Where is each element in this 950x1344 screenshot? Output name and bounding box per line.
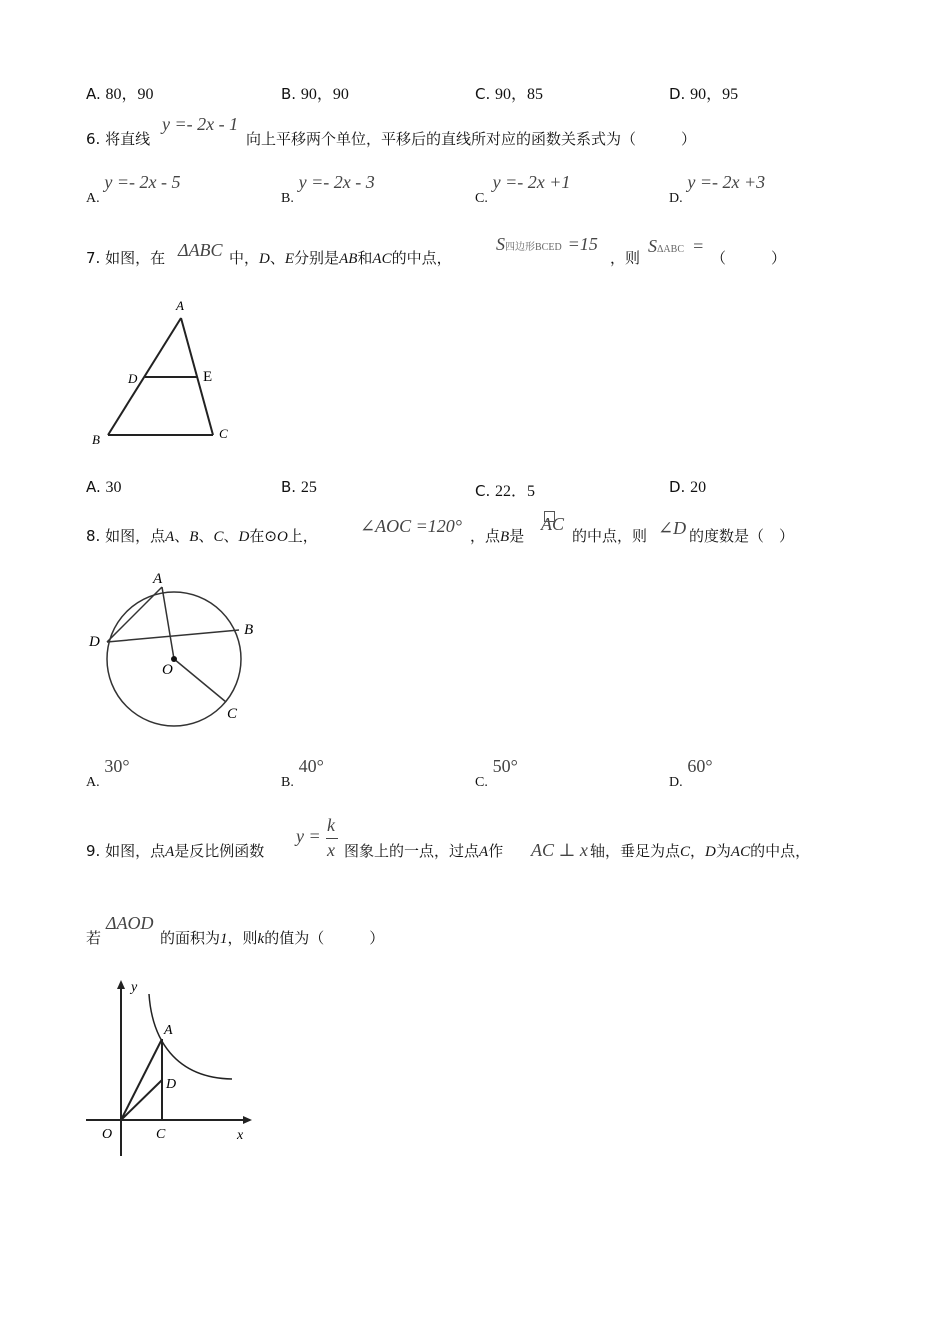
q8-stem-end: 的度数是（ ）: [689, 527, 795, 545]
option-letter: C.: [475, 191, 488, 206]
label-b: B: [92, 432, 100, 447]
option-value: 20: [690, 479, 707, 496]
q9-triangle-aod: ΔAOD: [106, 913, 154, 933]
center-o: O: [276, 529, 288, 545]
q6-stem: [86, 128, 150, 149]
question-number: 8.: [86, 527, 101, 545]
q7-triangle-figure: [86, 292, 246, 452]
option-value: 50°: [492, 756, 518, 776]
option-letter: A.: [86, 85, 101, 103]
q9-stem-mid: [344, 840, 503, 861]
option-letter: D.: [669, 478, 686, 496]
q8-angle-aoc: ∠AOC =120°: [360, 516, 462, 536]
stem-text: 的面积为: [160, 929, 221, 947]
separator: 、: [174, 527, 190, 545]
option-value: 90，90: [300, 86, 349, 103]
point-b: B: [500, 529, 510, 545]
question-number: 6.: [86, 130, 101, 148]
segment-ac: AC: [730, 844, 751, 860]
q7-stem-mid: [229, 247, 452, 268]
arc-label: AC: [541, 514, 565, 534]
option-letter: B.: [281, 775, 294, 790]
q8-angle-d: ∠D: [658, 518, 687, 538]
q7-area-triangle: [648, 236, 704, 257]
label-c: C: [156, 1127, 166, 1142]
label-a: A: [153, 571, 163, 587]
stem-text: 轴，垂足为点: [590, 842, 681, 860]
q8-stem-then: 的中点，则: [572, 527, 648, 545]
q9-function-lhs: y =: [296, 826, 321, 846]
option-letter: D.: [669, 191, 683, 206]
radius-oa: [162, 587, 174, 659]
q7-answer-blank: （ ）: [711, 249, 787, 267]
q5-option-a[interactable]: [86, 81, 154, 104]
q6-option-b[interactable]: [281, 172, 375, 206]
q8-option-b[interactable]: [281, 756, 324, 790]
stem-text: ，则: [227, 929, 258, 947]
stem-text: 如图，在: [105, 249, 166, 267]
separator: 、: [269, 249, 285, 267]
q9-stem: [86, 840, 264, 861]
area-symbol: S: [496, 234, 505, 254]
option-value: 60°: [687, 756, 713, 776]
label-d: D: [128, 371, 138, 386]
label-x: x: [237, 1128, 244, 1143]
chord-da: [107, 587, 162, 642]
option-value: 22．5: [495, 483, 536, 500]
point-c: C: [680, 844, 691, 860]
q8-circle-figure: [86, 566, 276, 736]
y-axis-arrow-icon: [117, 980, 125, 989]
point-d: D: [705, 844, 716, 860]
stem-text: 的中点，: [750, 842, 811, 860]
q6-stem-tail: 向上平移两个单位，平移后的直线所对应的函数关系式为（ ）: [246, 130, 697, 148]
segment-od: [121, 1080, 162, 1120]
q9-stem-end: [590, 840, 810, 861]
point-c: C: [213, 529, 224, 545]
point-b: B: [189, 529, 199, 545]
chord-db: [107, 630, 239, 642]
q6-option-a[interactable]: [86, 172, 181, 206]
stem-text: 的中点，: [391, 249, 452, 267]
stem-text: 是: [509, 527, 525, 545]
label-o: O: [162, 662, 173, 678]
q8-stem: [86, 525, 318, 546]
q7-option-c[interactable]: [475, 478, 535, 501]
q9-fraction-denominator: x: [327, 840, 335, 860]
q7-option-b[interactable]: [281, 478, 317, 497]
label-y: y: [131, 980, 138, 995]
option-value: 30: [105, 479, 122, 496]
option-value: 40°: [298, 756, 324, 776]
option-letter: D.: [669, 775, 683, 790]
arc-icon: [544, 511, 555, 522]
q6-expression: y =- 2x - 1: [162, 114, 239, 134]
option-letter: A.: [86, 191, 100, 206]
stem-text: 在⊙: [249, 527, 277, 545]
option-value: 90，85: [495, 86, 544, 103]
q7-option-d[interactable]: [669, 478, 706, 497]
q7-option-a[interactable]: [86, 478, 122, 497]
question-number: 7.: [86, 249, 101, 267]
option-value: 30°: [104, 756, 130, 776]
q8-option-d[interactable]: [669, 756, 713, 790]
option-letter: A.: [86, 478, 101, 496]
q6-option-c[interactable]: [475, 172, 571, 206]
k-symbol: k: [257, 931, 265, 947]
segment-oa: [121, 1039, 162, 1120]
option-letter: B.: [281, 478, 297, 496]
label-o: O: [102, 1127, 113, 1142]
label-c: C: [227, 706, 238, 722]
q7-area-quad: [496, 234, 598, 255]
q8-stem-mid: [470, 525, 524, 546]
q5-option-b[interactable]: [281, 81, 349, 104]
area-equals: =15: [567, 234, 598, 254]
stem-text: 为: [715, 842, 731, 860]
separator: 、: [223, 527, 239, 545]
option-value: 90，95: [690, 86, 739, 103]
area-subscript: 四边形BCED: [505, 242, 562, 253]
option-letter: B.: [281, 191, 294, 206]
option-value: 80，90: [105, 86, 154, 103]
label-a: A: [164, 1023, 173, 1038]
option-letter: C.: [475, 482, 491, 500]
stem-text: 如图，点: [105, 842, 166, 860]
label-c: C: [219, 426, 228, 441]
x-axis-arrow-icon: [243, 1116, 252, 1124]
label-d: D: [166, 1077, 177, 1092]
stem-text: 和: [357, 249, 373, 267]
option-value: 25: [300, 479, 317, 496]
stem-text: 的值为（ ）: [264, 929, 385, 947]
stem-text: 中，: [229, 249, 260, 267]
radius-oc: [174, 659, 226, 702]
q9-fraction-numerator: k: [327, 815, 335, 835]
area-subscript: ΔABC: [657, 244, 684, 255]
option-letter: B.: [281, 85, 297, 103]
segment-ab: AB: [339, 251, 358, 267]
point-a: A: [165, 529, 175, 545]
q9-line2-start: 若: [86, 929, 102, 947]
q9-coordinate-figure: [80, 974, 260, 1164]
stem-text: 作: [488, 842, 504, 860]
question-number: 9.: [86, 842, 101, 860]
point-e: E: [284, 251, 295, 267]
stem-text: 是反比例函数: [174, 842, 265, 860]
point-d: D: [259, 251, 270, 267]
point-a: A: [165, 844, 175, 860]
label-b: B: [244, 622, 254, 638]
option-expression: y =- 2x +1: [492, 172, 571, 192]
option-expression: y =- 2x +3: [687, 172, 766, 192]
stem-text: 将直线: [105, 130, 151, 148]
label-d: D: [89, 634, 100, 650]
area-equals: =: [692, 236, 705, 256]
option-letter: C.: [475, 85, 491, 103]
separator: ，: [690, 842, 706, 860]
q9-line2-rest: [160, 927, 384, 948]
stem-text: ，点: [470, 527, 501, 545]
stem-text: 如图，点: [105, 527, 166, 545]
option-expression: y =- 2x - 5: [104, 172, 181, 192]
area-symbol: S: [648, 236, 657, 256]
point-a: A: [479, 844, 489, 860]
q7-stem: [86, 247, 165, 268]
option-letter: A.: [86, 775, 100, 790]
separator: 、: [198, 527, 214, 545]
stem-text: 上，: [287, 527, 318, 545]
q7-stem-then: ，则: [610, 249, 641, 267]
option-expression: y =- 2x - 3: [298, 172, 375, 192]
option-letter: C.: [475, 775, 488, 790]
label-e: E: [203, 369, 213, 385]
option-letter: D.: [669, 85, 686, 103]
q7-triangle-symbol: ΔABC: [178, 240, 223, 260]
segment-ac: AC: [372, 251, 392, 267]
point-d: D: [238, 529, 250, 545]
q8-option-a[interactable]: [86, 756, 130, 790]
q9-fraction-bar: [326, 838, 338, 839]
label-a: A: [176, 298, 184, 313]
q8-option-c[interactable]: [475, 756, 518, 790]
q8-arc-ac: [541, 514, 564, 535]
area-value: 1: [220, 931, 228, 947]
q9-perpendicular: AC ⊥ x: [531, 840, 588, 860]
q6-option-d[interactable]: [669, 172, 766, 206]
q5-option-d[interactable]: [669, 81, 738, 104]
q5-option-c[interactable]: [475, 81, 543, 104]
stem-text: 分别是: [294, 249, 340, 267]
stem-text: 图象上的一点，过点: [344, 842, 480, 860]
